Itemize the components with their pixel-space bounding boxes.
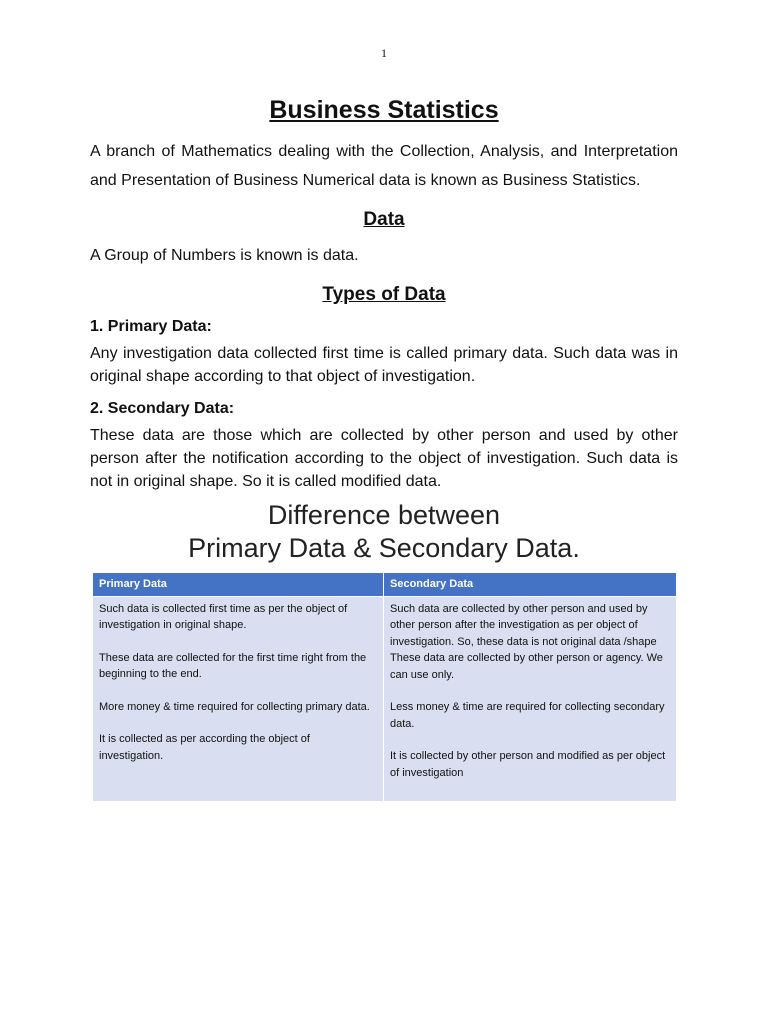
document-title: Business Statistics xyxy=(269,96,499,124)
table-cell-text: These data are collected by other person or agency. We can use only. xyxy=(390,652,663,681)
primary-heading: 1. Primary Data: xyxy=(90,318,212,335)
primary-data-cell xyxy=(93,596,384,801)
types-heading: Types of Data xyxy=(322,284,446,305)
primary-paragraph: Any investigation data collected first time is called primary data. Such data was in original shape according to that object of investigation. xyxy=(90,345,678,385)
secondary-data-cell xyxy=(384,596,677,801)
table-cell-text: It is collected as per according the object of investigation. xyxy=(99,733,310,762)
secondary-paragraph: These data are those which are collected by other person and used by other person after the notification according to the object of investigation. Such data is not in original shape. So it is called modified data. xyxy=(90,427,678,490)
table-cell-text: Such data is collected first time as per the object of investigation in original shape. xyxy=(99,602,348,631)
difference-title-line-2: Primary Data & Secondary Data. xyxy=(188,533,580,563)
table-header-row xyxy=(93,573,677,596)
table-row xyxy=(93,596,677,801)
table-cell-text: It is collected by other person and modified as per object of investigation xyxy=(390,750,666,779)
difference-table xyxy=(93,573,677,801)
difference-title xyxy=(90,499,678,565)
intro-paragraph: A branch of Mathematics dealing with the Collection, Analysis, and Interpretation and Presentation of Business Numerical data is known as Business Statistics. xyxy=(90,143,678,189)
difference-title-line-1: Difference between xyxy=(267,500,501,530)
data-heading: Data xyxy=(363,209,405,230)
data-paragraph: A Group of Numbers is known is data. xyxy=(90,247,359,264)
table-cell-text: Such data are collected by other person and used by other person after the investigation as per object of investigation. So, these data is not original data /shape xyxy=(390,602,657,648)
table-cell-text: Less money & time are required for collecting secondary data. xyxy=(390,701,665,730)
table-cell-text: These data are collected for the first time right from the beginning to the end. xyxy=(99,651,367,680)
table-cell-text: More money & time required for collecting primary data. xyxy=(99,700,370,713)
secondary-heading: 2. Secondary Data: xyxy=(90,400,235,417)
document-body xyxy=(90,96,678,801)
primary-data-header: Primary Data xyxy=(93,573,384,596)
secondary-data-header: Secondary Data xyxy=(384,573,677,596)
page-number: 1 xyxy=(381,46,387,60)
